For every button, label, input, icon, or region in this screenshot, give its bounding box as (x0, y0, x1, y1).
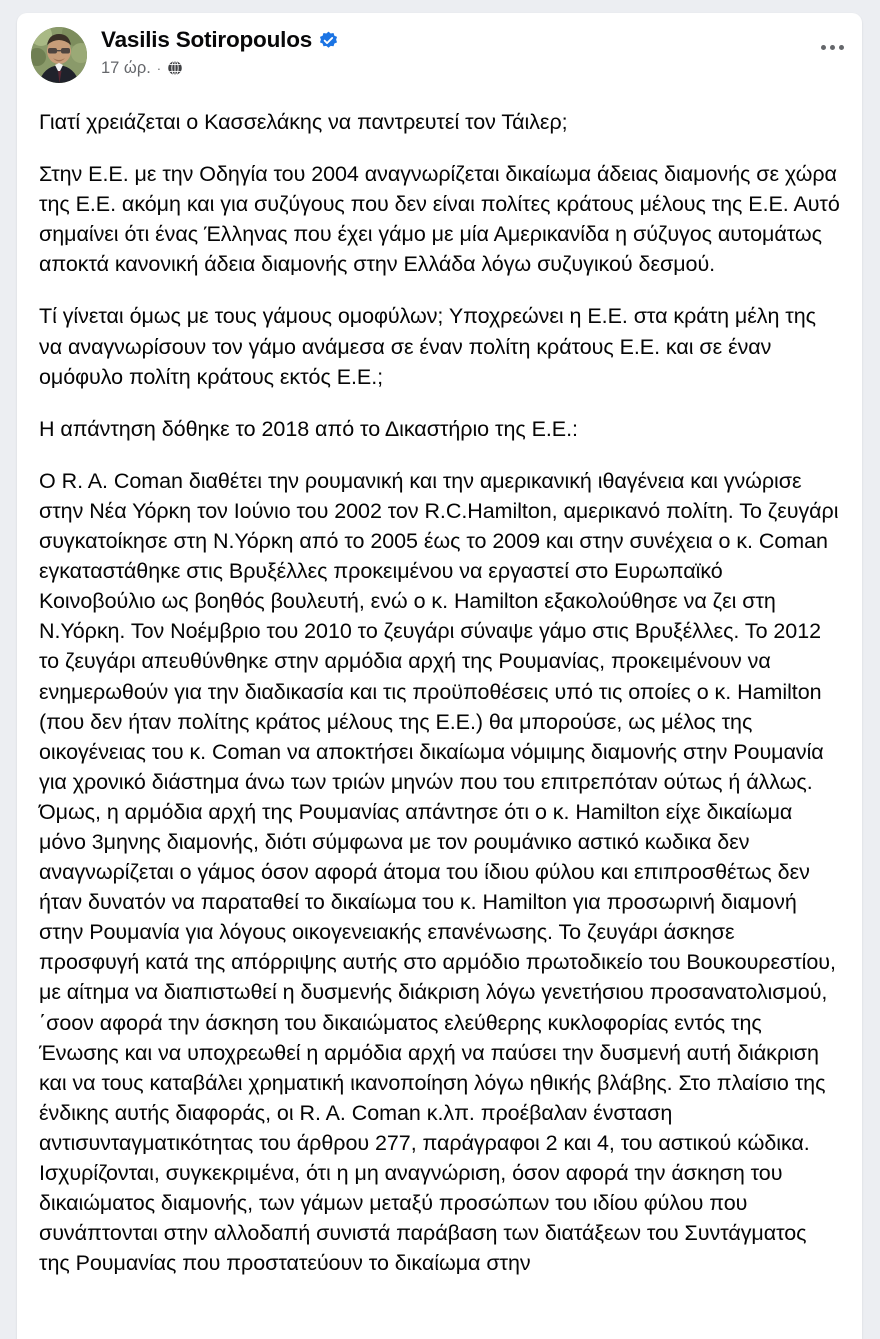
post-paragraph: Γιατί χρειάζεται ο Κασσελάκης να παντρευτεί τον Τάιλερ; (39, 110, 568, 134)
avatar[interactable] (31, 27, 87, 83)
author-name-row (101, 29, 338, 52)
globe-icon[interactable] (167, 60, 183, 76)
post-meta-row (101, 59, 338, 78)
post-options-menu[interactable] (821, 45, 844, 50)
profile-photo-icon (31, 27, 87, 83)
meta-separator: · (156, 60, 162, 76)
post-body (17, 83, 862, 1278)
post-paragraph: Ο R. A. Coman διαθέτει την ρουμανική και την αμερικανική ιθαγένεια και γνώρισε στην Νέα Υόρκη τον Ιούνιο του 2002 τον R.C.Hamilton, αμερικανό πολίτη. Το ζευγάρι συγκατοίκησε στη Ν.Υόρκη από το 2005 έως το 2009 και στην συνέχεια ο κ. Coman εγκαταστάθηκε στις Βρυξέλλες προκειμένου να εργαστεί στο Ευρωπαϊκό Κοινοβούλιο ως βοηθός βουλευτή, ενώ ο κ. Hamilton εξακολούθησε να ζει στη Ν.Υόρκη. Τον Νοέμβριο του 2010 το ζευγάρι σύναψε γάμο στις Βρυξέλλες. Το 2012 το ζευγάρι απευθύνθηκε στην αρμόδια αρχή της Ρουμανίας, προκειμένουν να ενημερωθούν για την διαδικασία και τις προϋποθέσεις υπό τις οποίες ο κ. Hamilton (που δεν ήταν πολίτης κράτος μέλους της Ε.Ε.) θα μπορούσε, ως μέλος της οικογένειας του κ. Coman να αποκτήσει δικαίωμα νόμιμης διαμονής στην Ρουμανία για χρονικό διάστημα άνω των τριών μηνών που του επιτρεπόταν ούτως ή άλλως. Όμως, η αρμόδια αρχή της Ρουμανίας απάντησε ότι ο κ. Hamilton είχε δικαίωμα μόνο 3μηνης διαμονής, διότι σύμφωνα με τον ρουμάνικο αστικό κωδικα δεν αναγνωρίζεται ο γάμος όσον αφορά άτομα του ίδιου φύλου και επιπροσθέτως δεν ήταν δυνατόν να παραταθεί το δικαίωμα του κ. Hamilton για προσωρινή διαμονή στην Ρουμανία για λόγους οικογενειακής επανένωσης. Το ζευγάρι άσκησε προσφυγή κατά της απόρριψης αυτής στο αρμόδιο πρωτοδικείο του Βουκουρεστίου, με αίτημα να διαπιστωθεί η δυσμενής διάκριση λόγω γενετήσιου προσανατολισμού, ΄σοον αφορά την άσκηση του δικαιώματος ελεύθερης κυκλοφορίας εντός της Ένωσης και να υποχρεωθεί η αρμόδια αρχή να παύσει την δυσμενή αυτή διάκριση και να τους καταβάλει χρηματική ικανοποίηση λόγω ηθικής βλάβης. Στο πλαίσιο της ένδικης αυτής διαφοράς, οι R. A. Coman κ.λπ. προέβαλαν ένσταση αντισυνταγματικότητας του άρθρου 277, παράγραφοι 2 και 4, του αστικού κώδικα. Ισχυρίζονται, συγκεκριμένα, ότι η μη αναγνώριση, όσον αφορά την άσκηση του δικαιώματος διαμονής, των γάμων μεταξύ προσώπων του ιδίου φύλου που συνάπτονται στην αλλοδαπή συνιστά παράβαση των διατάξεων του Συντάγματος της Ρουμανίας που προστατεύουν το δικαίωμα στην (39, 468, 845, 1276)
post-author-block (101, 27, 338, 78)
menu-dot-2 (830, 45, 835, 50)
menu-dot-1 (821, 45, 826, 50)
post-card (17, 13, 862, 1339)
author-name[interactable]: Vasilis Sotiropoulos (101, 27, 313, 52)
post-paragraph: Στην Ε.Ε. με την Οδηγία του 2004 αναγνωρίζεται δικαίωμα άδειας διαμονής σε χώρα της Ε.Ε. ακόμη και για συζύγους που δεν είναι πολίτες κράτους μέλους της Ε.Ε. Αυτό σημαίνει ότι ένας Έλληνας που έχει γάμο με μία Αμερικανίδα η σύζυγος αυτομάτως αποκτά κανονική άδεια διαμονής στην Ελλάδα λόγω συζυγικού δεσμού. (39, 162, 846, 277)
post-paragraph: Η απάντηση δόθηκε το 2018 από το Δικαστήριο της Ε.Ε.: (39, 416, 578, 441)
menu-dot-3 (839, 45, 844, 50)
post-timestamp[interactable]: 17 ώρ. (101, 58, 151, 77)
post-paragraph: Τί γίνεται όμως με τους γάμους ομοφύλων; Υποχρεώνει η Ε.Ε. στα κράτη μέλη της να αναγνωρίσουν τον γάμο ανάμεσα σε έναν πολίτη κράτους Ε.Ε. και σε έναν ομόφυλο πολίτη κράτους εκτός Ε.Ε.; (39, 304, 822, 389)
verified-badge-icon (319, 31, 338, 50)
post-header (17, 13, 862, 83)
